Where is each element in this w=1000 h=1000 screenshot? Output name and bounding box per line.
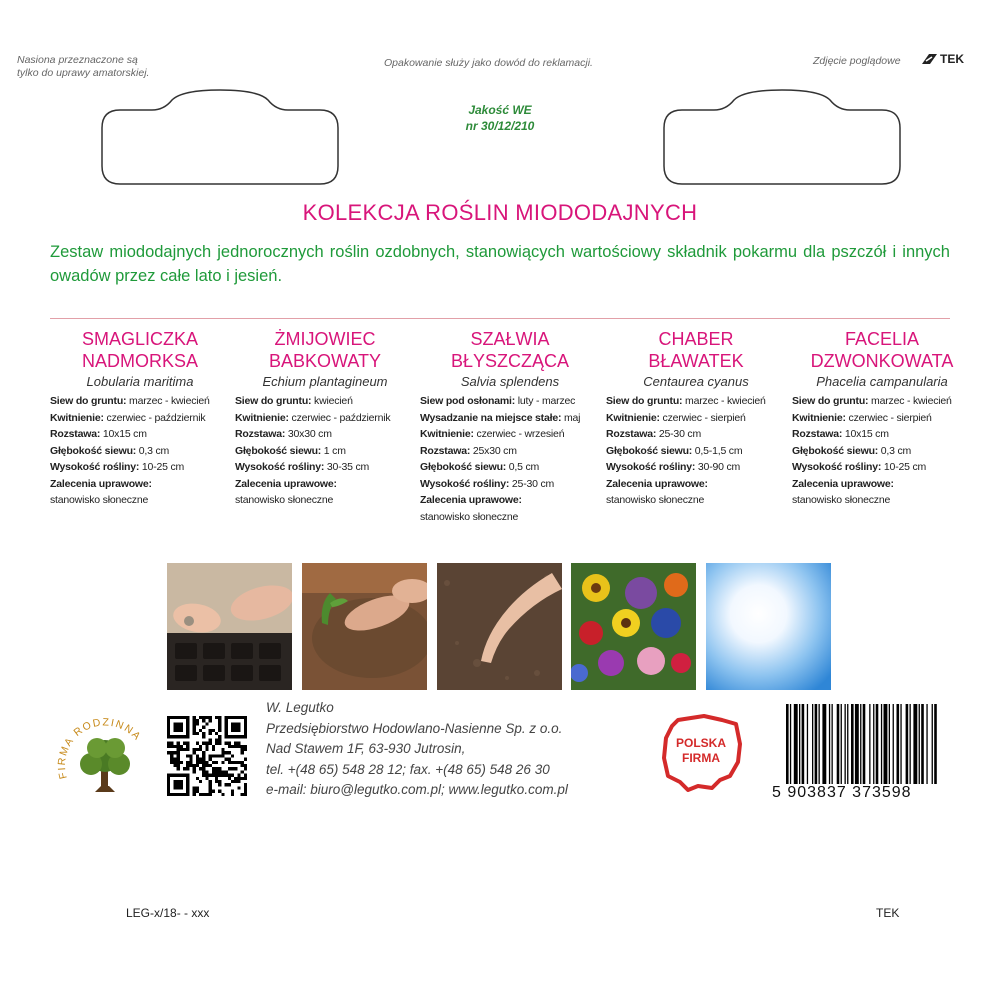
detail-value: maj [564,411,581,424]
detail-value: marzec - kwiecień [871,395,952,407]
plant-detail-line [50,426,230,443]
detail-value: stanowisko słoneczne [792,494,891,506]
plant-column [606,328,786,509]
plant-latin-name: Lobularia maritima [86,374,194,389]
detail-label: Zalecenia uprawowe: [50,477,152,490]
detail-value: marzec - kwiecień [685,395,766,407]
plant-detail-line [792,492,972,509]
plant-name-line-2: BŁYSZCZĄCA [450,351,570,371]
detail-label: Kwitnienie: [792,411,846,424]
detail-label: Głębokość siewu: [792,444,879,457]
polska-firma-badge [660,714,742,794]
detail-label: Rozstawa: [50,428,101,440]
photo-planting-seedling [302,563,427,690]
plant-detail-line [50,492,230,509]
detail-value: 0,5 cm [508,461,540,473]
plant-name [606,328,786,372]
tek-logo-text: TEK [940,52,964,66]
detail-label: Wysokość rośliny: [235,461,325,473]
plant-detail-line [235,459,415,476]
plant-detail-line [606,410,786,427]
plant-detail-line [792,426,972,443]
detail-label: Wysokość rośliny: [50,461,140,473]
plant-name [235,328,415,372]
detail-label: Siew pod osłonami: [420,395,515,407]
detail-value: czerwiec - sierpień [662,411,746,424]
detail-label: Wysadzanie na miejsce stałe: [420,411,562,424]
plant-detail-line [792,393,972,410]
detail-value: 30x30 cm [287,428,332,440]
plant-detail-line [235,443,415,460]
badge-line-2: FIRMA [682,751,720,765]
plant-name [50,328,230,372]
detail-label: Kwitnienie: [420,428,474,440]
detail-value: 25-30 cm [658,428,702,440]
barcode-number: 5 903837 373598 [772,784,912,801]
badge-line-1: POLSKA [675,736,726,750]
company-phone: tel. +(48 65) 548 28 12; fax. +(48 65) 548 26 30 [266,761,550,777]
company-email-web: e-mail: biuro@legutko.com.pl; www.legutko.com.pl [266,782,568,797]
amateur-note-line-1: Nasiona przeznaczone są [17,54,138,66]
illustrative-photo-note: Zdjęcie poglądowe [813,55,901,67]
detail-label: Zalecenia uprawowe: [420,494,522,506]
detail-label: Głębokość siewu: [235,444,322,457]
photo-sunny-sky [706,563,831,690]
qr-code[interactable] [167,716,247,796]
detail-value: stanowisko słoneczne [420,510,519,523]
detail-value: stanowisko słoneczne [50,494,149,506]
plant-detail-line [420,410,600,427]
detail-label: Wysokość rośliny: [792,461,882,473]
detail-label: Siew do gruntu: [792,395,869,407]
plant-name-line-1: ŻMIJOWIEC [274,329,376,349]
plant-detail-line [606,393,786,410]
detail-value: marzec - kwiecień [129,395,210,407]
plant-column [235,328,415,509]
quality-line-2: nr 30/12/210 [465,119,535,133]
plant-detail-line [235,410,415,427]
detail-value: 10-25 cm [883,461,927,473]
plant-detail-line [420,509,600,526]
collection-description: Zestaw miododajnych jednorocznych roślin ozdobnych, stanowiących wartościowy składnik pokarmu dla pszczół i innych owadów przez całe lato i jesień. [50,243,950,285]
footer-tek: TEK [876,906,900,920]
detail-value: 25-30 cm [511,477,555,490]
plant-detail-line [420,459,600,476]
detail-label: Kwitnienie: [606,411,660,424]
detail-label: Głębokość siewu: [420,461,507,473]
detail-value: czerwiec - sierpień [848,411,932,424]
detail-label: Kwitnienie: [50,411,104,424]
detail-label: Siew do gruntu: [235,395,312,407]
plant-detail-line [50,459,230,476]
detail-value: czerwiec - październik [291,411,391,424]
company-full-name: Przedsiębiorstwo Hodowlano-Nasienne Sp. z o.o. [266,720,563,736]
detail-value: stanowisko słoneczne [606,494,705,506]
detail-value: 30-90 cm [697,461,741,473]
plant-detail-line [606,426,786,443]
detail-label: Głębokość siewu: [606,444,693,457]
detail-value: 1 cm [323,444,346,457]
tek-leaf-icon [920,52,938,66]
plant-detail-line [420,476,600,493]
detail-value: stanowisko słoneczne [235,494,334,506]
company-address [266,698,568,801]
plant-detail-line [235,393,415,410]
plant-column [792,328,972,509]
plant-detail-line [235,492,415,509]
right-hanger-cutout [662,88,902,186]
detail-value: 0,5-1,5 cm [694,444,743,457]
detail-value: 0,3 cm [880,444,912,457]
plant-name [420,328,600,372]
plant-column [420,328,600,525]
detail-label: Rozstawa: [792,428,843,440]
collection-title: KOLEKCJA ROŚLIN MIODODAJNYCH [302,200,698,225]
plant-latin-name: Echium plantagineum [262,374,388,389]
company-name: W. Legutko [266,700,334,715]
plant-name-line-1: SZAŁWIA [470,329,550,349]
detail-label: Rozstawa: [420,444,471,457]
plant-detail-line [792,410,972,427]
detail-label: Zalecenia uprawowe: [606,477,708,490]
detail-value: 25x30 cm [472,444,517,457]
quality-line-1: Jakość WE [468,103,532,117]
detail-value: luty - marzec [517,395,576,407]
amateur-use-note [17,54,149,80]
plant-detail-line [420,492,600,509]
complaint-note: Opakowanie służy jako dowód do reklamacji. [384,57,593,69]
detail-value: 0,3 cm [138,444,170,457]
plant-detail-line [792,476,972,493]
plant-name-line-2: BŁAWATEK [648,351,744,371]
plant-detail-line [420,443,600,460]
plant-detail-line [420,426,600,443]
detail-value: 10x15 cm [844,428,889,440]
plant-detail-line [50,393,230,410]
plant-name-line-1: FACELIA [844,329,920,349]
plant-name-line-1: SMAGLICZKA [81,329,199,349]
plant-name-line-2: DZWONKOWATA [810,351,954,371]
plant-latin-name: Salvia splendens [460,374,560,389]
plant-name-line-2: BABKOWATY [268,351,382,371]
plant-detail-line [606,443,786,460]
detail-value: kwiecień [314,395,353,407]
detail-value: czerwiec - wrzesień [476,428,565,440]
plant-detail-line [50,443,230,460]
plant-detail-line [792,443,972,460]
detail-label: Siew do gruntu: [606,395,683,407]
plant-detail-line [420,393,600,410]
left-hanger-cutout [100,88,340,186]
detail-label: Rozstawa: [606,428,657,440]
plant-name [792,328,972,372]
plant-column [50,328,230,509]
family-company-logo [55,708,155,808]
detail-label: Wysokość rośliny: [606,461,696,473]
plant-detail-line [235,476,415,493]
tek-logo [920,52,964,66]
detail-value: 10-25 cm [141,461,185,473]
plant-latin-name: Phacelia campanularia [816,374,948,389]
plant-detail-line [235,426,415,443]
detail-label: Zalecenia uprawowe: [235,477,337,490]
quality-mark [420,102,580,134]
detail-value: 10x15 cm [102,428,147,440]
detail-label: Zalecenia uprawowe: [792,477,894,490]
photo-flower-bouquet [571,563,696,690]
plant-name-line-2: NADMORKSA [81,351,198,371]
company-street: Nad Stawem 1F, 63-930 Jutrosin, [266,741,466,756]
detail-value: 30-35 cm [326,461,370,473]
detail-label: Kwitnienie: [235,411,289,424]
plant-detail-line [50,476,230,493]
plant-detail-line [606,476,786,493]
plant-detail-line [606,459,786,476]
plant-name-line-1: CHABER [658,329,734,349]
section-divider [50,318,950,319]
product-code: LEG-x/18- - xxx [126,906,210,920]
detail-label: Wysokość rośliny: [420,477,510,490]
plant-detail-line [50,410,230,427]
detail-label: Głębokość siewu: [50,444,137,457]
plant-latin-name: Centaurea cyanus [643,374,749,389]
detail-value: czerwiec - październik [106,411,206,424]
detail-label: Rozstawa: [235,428,286,440]
plant-detail-line [792,459,972,476]
logo-arc-text: FIRMA RODZINNA [55,716,144,781]
plant-detail-line [606,492,786,509]
barcode[interactable] [782,704,942,786]
photo-sowing-in-soil [437,563,562,690]
tree-icon [80,738,130,792]
detail-label: Siew do gruntu: [50,395,127,407]
amateur-note-line-2: tylko do uprawy amatorskiej. [17,67,150,79]
photo-sowing-seeds-in-tray [167,563,292,690]
